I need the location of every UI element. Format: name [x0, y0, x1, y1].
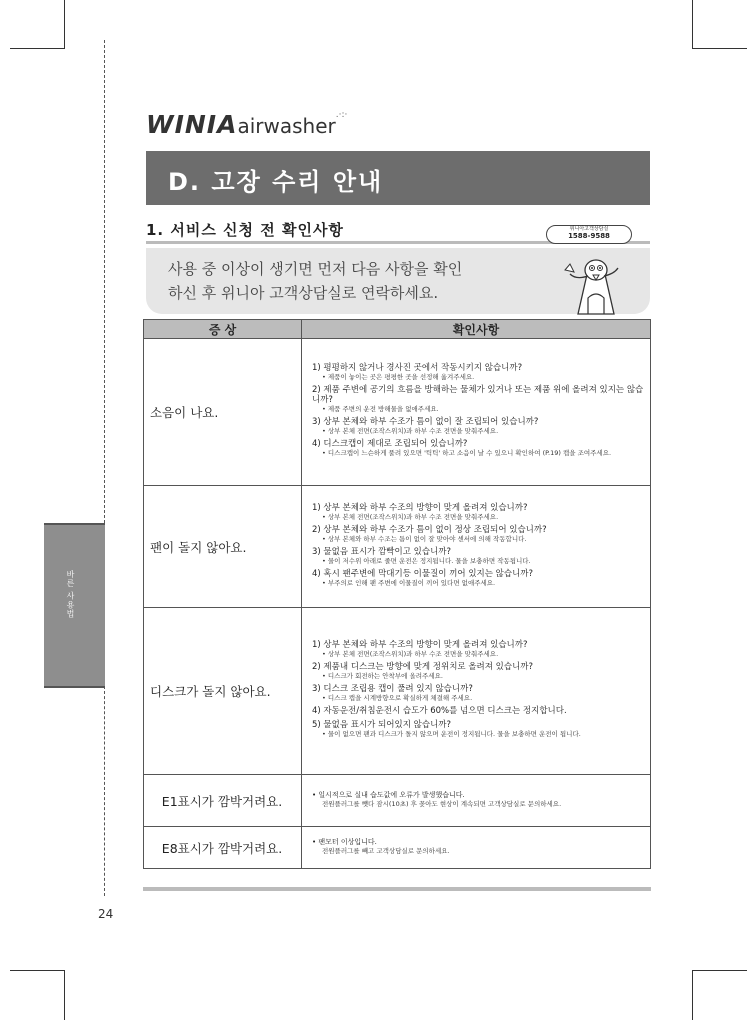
- symptom-cell: E8표시가 깜박거려요.: [144, 827, 302, 869]
- symptom-cell: 팬이 돌지 않아요.: [144, 486, 302, 608]
- check-item: [312, 640, 644, 658]
- check-cell: [302, 608, 651, 775]
- call-center-bubble: [546, 225, 632, 244]
- check-question: 3) 디스크 조립용 캡이 풀려 있지 않습니까?: [312, 684, 473, 694]
- section-title: D. 고장 수리 안내: [168, 168, 384, 196]
- page-number: 24: [98, 907, 114, 921]
- crop-mark-bl-v: [64, 970, 65, 1020]
- logo-sub: airwasher: [237, 114, 336, 138]
- check-answer: • 부주의로 인해 팬 주변에 이물질이 끼어 있다면 없애주세요.: [322, 578, 496, 587]
- check-answer: • 상부 본체 전면(조작스위치)과 하부 수조 전면을 맞춰주세요.: [322, 512, 499, 521]
- check-question: 3) 상부 본체와 하부 수조가 틈이 없이 잘 조립되어 있습니까?: [312, 417, 539, 427]
- check-cell: [302, 827, 651, 869]
- mascot-illustration: [556, 240, 636, 316]
- check-question: 2) 제품 주변에 공기의 흐름을 방해하는 물체가 있거나 또는 제품 위에 올려져 있지는 않습니까?: [312, 385, 644, 405]
- check-item: [312, 547, 644, 565]
- check-question: 4) 자동운전/취침운전시 습도가 60%를 넘으면 디스크는 정지합니다.: [312, 706, 567, 716]
- intro-line-2: 하신 후 위니아 고객상담실로 연락하세요.: [168, 284, 439, 302]
- bottom-rule: [143, 887, 651, 891]
- bubble-label: 위니아고객상담실: [569, 226, 609, 232]
- check-question: 4) 디스크캡이 제대로 조립되어 있습니까?: [312, 439, 468, 449]
- check-answer: • 상부 본체 전면(조작스위치)과 하부 수조 전면을 맞춰주세요.: [322, 650, 499, 658]
- check-item: [312, 569, 644, 587]
- check-answer: • 제품 주변의 운전 방해물을 없애주세요.: [322, 405, 439, 413]
- check-question: 2) 제품내 디스크는 방향에 맞게 정위치로 올려져 있습니까?: [312, 662, 534, 672]
- check-answer: • 물이 저수위 아래로 줄면 운전은 정지됩니다. 물을 보충하면 작동됩니다.: [322, 556, 531, 565]
- check-cell: [302, 775, 651, 827]
- bubble-phone: 1588-9588: [568, 232, 610, 240]
- check-item: [312, 417, 644, 435]
- check-answer: • 상부 본체 전면(조작스위치)과 하부 수조 전면을 맞춰주세요.: [322, 427, 499, 435]
- logo-brand: WINIA: [146, 110, 238, 139]
- check-question: 2) 상부 본체와 하부 수조가 틈이 없이 정상 조립되어 있습니까?: [312, 524, 547, 535]
- check-answer: • 제품이 놓이는 곳은 평평한 곳을 선정해 옮겨주세요.: [322, 373, 475, 381]
- header-symptom: 증 상: [144, 320, 302, 339]
- check-item: [312, 790, 644, 808]
- crop-mark-bl-h: [10, 970, 65, 971]
- margin-dashed-line-top: [104, 40, 105, 523]
- check-cell: [302, 486, 651, 608]
- crop-mark-tr-v: [692, 0, 693, 48]
- check-answer: • 디스크 캡을 시계방향으로 확실하게 체결해 주세요.: [322, 694, 473, 702]
- crop-mark-tl-h: [10, 48, 65, 49]
- check-question: 1) 평평하지 않거나 경사진 곳에서 작동시키지 않습니까?: [312, 363, 523, 373]
- check-answer: • 디스크가 회전하는 안착부에 올려주세요.: [322, 672, 443, 680]
- side-tab-label: 바른 사용법: [66, 570, 75, 619]
- check-item: [312, 837, 644, 855]
- symptom-cell: 소음이 나요.: [144, 339, 302, 486]
- table-row: [144, 486, 651, 608]
- table-row: [144, 608, 651, 775]
- symptom-cell: 디스크가 돌지 않아요.: [144, 608, 302, 775]
- check-question: 1) 상부 본체와 하부 수조의 방향이 맞게 올려져 있습니까?: [312, 502, 528, 513]
- check-item: [312, 720, 644, 738]
- table-row: [144, 775, 651, 827]
- check-item: [312, 684, 644, 702]
- side-tab: [44, 523, 105, 688]
- check-answer: 전원플러그를 빼고 고객상담실로 문의하세요.: [322, 846, 450, 855]
- check-answer: • 디스크캡이 느슨하게 풀려 있으면 '틱틱' 하고 소음이 날 수 있으니 확인하여 (P.19) 캡을 조여주세요.: [322, 449, 612, 457]
- check-item: [312, 503, 644, 521]
- margin-dashed-line-bottom: [104, 686, 105, 896]
- symptom-cell: E1표시가 깜박거려요.: [144, 775, 302, 827]
- crop-mark-br-h: [692, 970, 747, 971]
- check-item: [312, 662, 644, 680]
- check-answer: • 물이 없으면 팬과 디스크가 돌지 않으며 운전이 정지됩니다. 물을 보충하면 운전이 됩니다.: [322, 730, 581, 738]
- check-question: 1) 상부 본체와 하부 수조의 방향이 맞게 올려져 있습니까?: [312, 640, 528, 650]
- crop-mark-br-v: [692, 970, 693, 1020]
- check-cell: [302, 339, 651, 486]
- check-item: [312, 525, 644, 543]
- sub-title: 1. 서비스 신청 전 확인사항: [146, 221, 344, 239]
- intro-line-1: 사용 중 이상이 생기면 먼저 다음 사항을 확인: [168, 260, 463, 278]
- header-check: 확인사항: [302, 320, 651, 339]
- crop-mark-tl-v: [64, 0, 65, 48]
- logo-dots-icon: .·:·: [335, 110, 348, 120]
- check-question: • 팬모터 이상입니다.: [312, 837, 377, 846]
- check-item: [312, 706, 644, 716]
- check-answer: • 상부 본체와 하부 수조는 틈이 없이 잘 맞아야 센서에 의해 작동합니다.: [322, 534, 527, 543]
- winia-logo: [146, 110, 347, 139]
- crop-mark-tr-h: [692, 48, 747, 49]
- check-item: [312, 363, 644, 381]
- check-item: [312, 385, 644, 413]
- check-answer: 전원플러그를 뺏다 잠시(10초) 후 꽂아도 현상이 계속되면 고객상담실로 문의하세요.: [322, 799, 562, 808]
- check-question: 3) 물없음 표시가 깜빡이고 있습니까?: [312, 546, 451, 557]
- check-question: • 일시적으로 실내 습도값에 오류가 발생했습니다.: [312, 790, 465, 799]
- table-row: [144, 339, 651, 486]
- table-header-row: [144, 320, 651, 339]
- check-item: [312, 439, 644, 457]
- table-row: [144, 827, 651, 869]
- check-question: 5) 물없음 표시가 되어있지 않습니까?: [312, 720, 451, 730]
- section-header: [146, 151, 650, 205]
- check-question: 4) 혹시 팬주변에 막대기등 이물질이 끼어 있지는 않습니까?: [312, 568, 534, 579]
- troubleshooting-table: [143, 319, 651, 869]
